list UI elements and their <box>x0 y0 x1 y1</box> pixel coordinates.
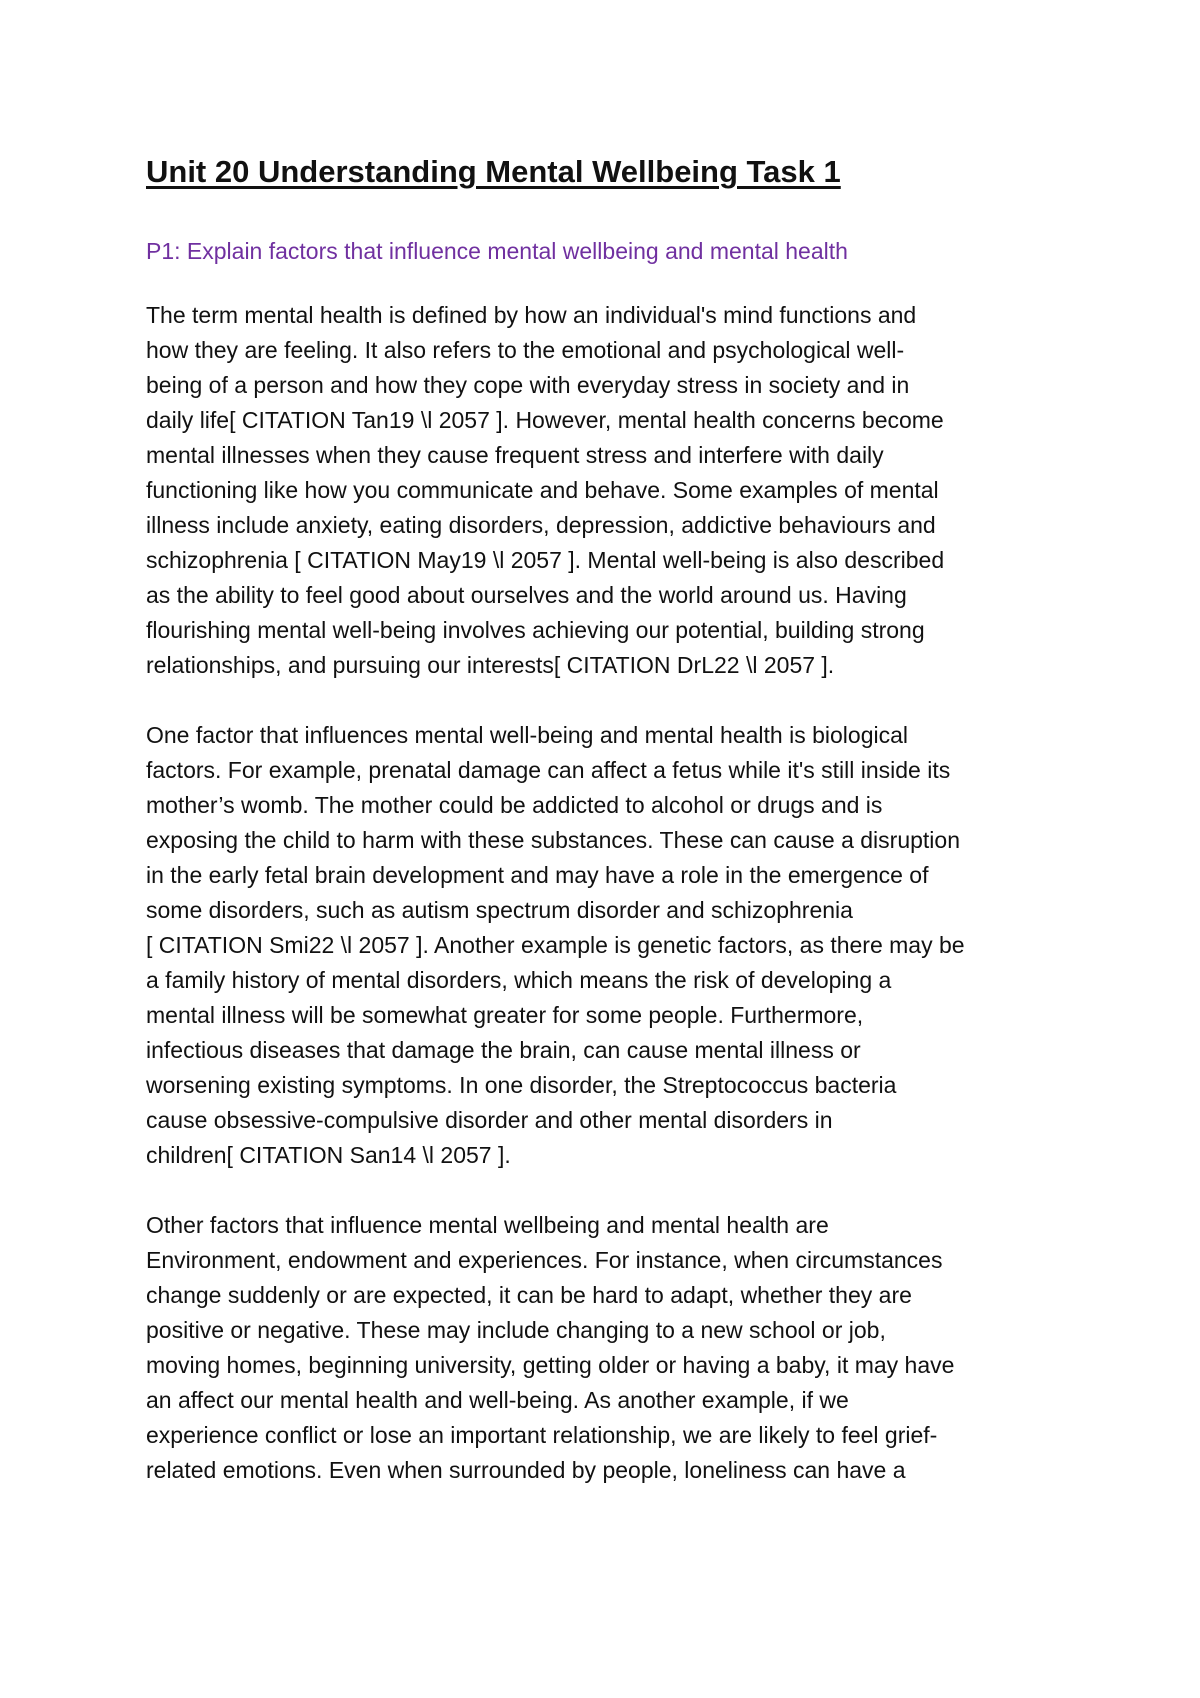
text-line: factors. For example, prenatal damage can affect a fetus while it's still inside its <box>146 757 951 783</box>
text-line: Other factors that influence mental wellbeing and mental health are <box>146 1212 829 1238</box>
text-line: being of a person and how they cope with everyday stress in society and in <box>146 372 910 398</box>
text-line: [ CITATION Smi22 \l 2057 ]. Another example is genetic factors, as there may be <box>146 932 965 958</box>
text-line: an affect our mental health and well-being. As another example, if we <box>146 1387 849 1413</box>
document-title: Unit 20 Understanding Mental Wellbeing Task 1 <box>146 154 841 189</box>
text-line: flourishing mental well-being involves achieving our potential, building strong <box>146 617 925 643</box>
text-line: how they are feeling. It also refers to the emotional and psychological well- <box>146 337 905 363</box>
text-line: mental illnesses when they cause frequent stress and interfere with daily <box>146 442 884 468</box>
text-line: children[ CITATION San14 \l 2057 ]. <box>146 1142 511 1168</box>
text-line: infectious diseases that damage the brain, can cause mental illness or <box>146 1037 861 1063</box>
document-body <box>146 150 1076 1488</box>
text-line: worsening existing symptoms. In one disorder, the Streptococcus bacteria <box>146 1072 897 1098</box>
text-line: in the early fetal brain development and may have a role in the emergence of <box>146 862 929 888</box>
text-line: One factor that influences mental well-being and mental health is biological <box>146 722 908 748</box>
text-line: change suddenly or are expected, it can be hard to adapt, whether they are <box>146 1282 912 1308</box>
text-line: some disorders, such as autism spectrum disorder and schizophrenia <box>146 897 853 923</box>
paragraph-mental-health-definition <box>146 298 1076 683</box>
text-line: daily life[ CITATION Tan19 \l 2057 ]. However, mental health concerns become <box>146 407 944 433</box>
text-line: The term mental health is defined by how an individual's mind functions and <box>146 302 917 328</box>
text-line: positive or negative. These may include changing to a new school or job, <box>146 1317 886 1343</box>
text-line: as the ability to feel good about ourselves and the world around us. Having <box>146 582 907 608</box>
section-heading-p1: P1: Explain factors that influence mental wellbeing and mental health <box>146 238 848 264</box>
text-line: mental illness will be somewhat greater for some people. Furthermore, <box>146 1002 864 1028</box>
text-line: moving homes, beginning university, getting older or having a baby, it may have <box>146 1352 955 1378</box>
text-line: experience conflict or lose an important relationship, we are likely to feel grief- <box>146 1422 938 1448</box>
text-line: mother’s womb. The mother could be addicted to alcohol or drugs and is <box>146 792 883 818</box>
text-line: exposing the child to harm with these substances. These can cause a disruption <box>146 827 960 853</box>
text-line: Environment, endowment and experiences. For instance, when circumstances <box>146 1247 943 1273</box>
text-line: schizophrenia [ CITATION May19 \l 2057 ]. Mental well-being is also described <box>146 547 945 573</box>
text-line: related emotions. Even when surrounded by people, loneliness can have a <box>146 1457 906 1483</box>
text-line: illness include anxiety, eating disorders, depression, addictive behaviours and <box>146 512 936 538</box>
text-line: cause obsessive-compulsive disorder and other mental disorders in <box>146 1107 833 1133</box>
text-line: relationships, and pursuing our interests[ CITATION DrL22 \l 2057 ]. <box>146 652 835 678</box>
paragraph-environmental-factors <box>146 1208 1076 1488</box>
text-line: functioning like how you communicate and behave. Some examples of mental <box>146 477 939 503</box>
text-line: a family history of mental disorders, which means the risk of developing a <box>146 967 892 993</box>
paragraph-biological-factors <box>146 718 1076 1173</box>
